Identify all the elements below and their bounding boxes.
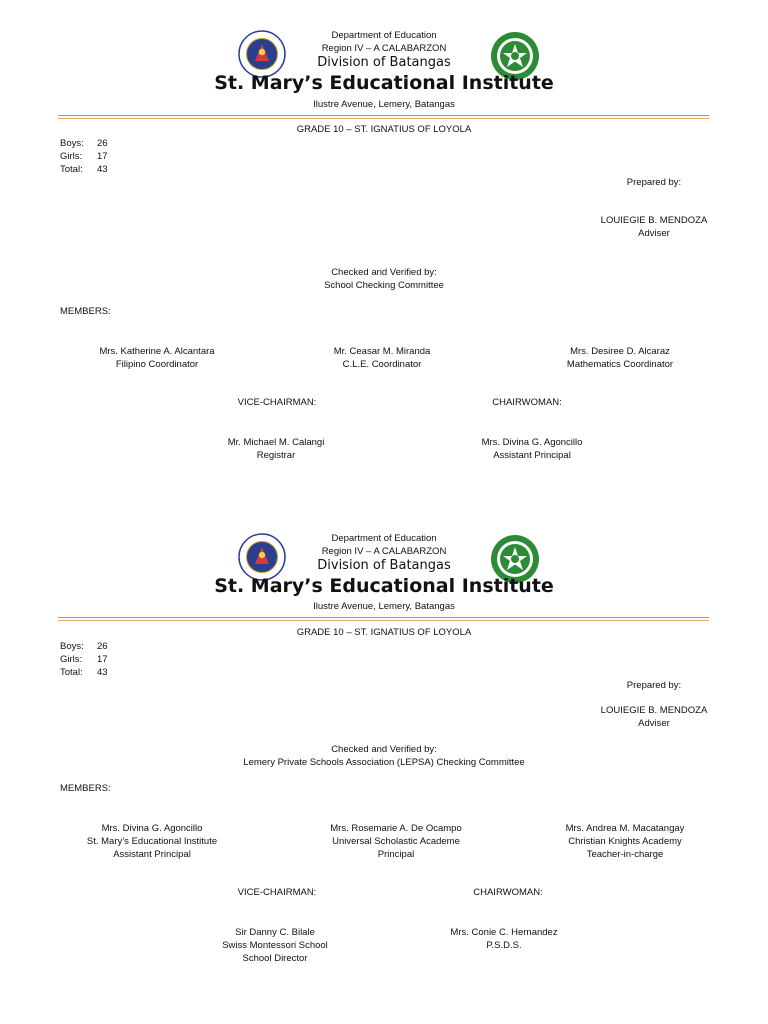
dept-line: Department of Education (331, 533, 437, 544)
vice-chairman-name: Sir Danny C. Bilale (235, 927, 315, 938)
member-signature-block (99, 345, 214, 371)
member-name: Mrs. Andrea M. Macatangay (565, 823, 685, 834)
grade-section-title: GRADE 10 – ST. IGNATIUS OF LOYOLA (296, 124, 472, 135)
member-position: Teacher-in-charge (586, 849, 664, 860)
stat-boys-label: Boys: (60, 641, 84, 652)
region-line: Region IV – A CALABARZON (321, 546, 447, 557)
member-signature-block (566, 822, 685, 861)
grade-section-title: GRADE 10 – ST. IGNATIUS OF LOYOLA (296, 627, 472, 638)
region-line: Region IV – A CALABARZON (321, 43, 447, 54)
header-rule (58, 115, 709, 116)
member-school: St. Mary’s Educational Institute (86, 836, 218, 847)
school-address: Ilustre Avenue, Lemery, Batangas (313, 601, 455, 612)
member-name: Mrs. Divina G. Agoncillo (101, 823, 203, 834)
school-address: Ilustre Avenue, Lemery, Batangas (313, 99, 455, 110)
stat-total-label: Total: (60, 164, 83, 175)
stat-boys-value: 26 (97, 641, 108, 652)
member-name: Mrs. Rosemarie A. De Ocampo (330, 823, 462, 834)
chairwoman-label: CHAIRWOMAN: (473, 887, 543, 898)
vice-chairman-school: Swiss Montessori School (222, 940, 328, 951)
adviser-name: LOUIEGIE B. MENDOZA (600, 215, 708, 226)
school-name: St. Mary’s Educational Institute (214, 72, 554, 94)
chairwoman-signature-block (450, 926, 557, 952)
stat-girls-label: Girls: (60, 654, 83, 665)
member-position: Mathematics Coordinator (566, 359, 674, 370)
committee-name: Lemery Private Schools Association (LEPSA) Checking Committee (243, 757, 525, 768)
stat-total-value: 43 (97, 164, 108, 175)
vice-chairman-position: Registrar (256, 450, 296, 461)
committee-name: School Checking Committee (324, 280, 444, 291)
stat-girls-label: Girls: (60, 151, 83, 162)
member-signature-block (334, 345, 431, 371)
member-position: Principal (377, 849, 415, 860)
header-rule-thin (58, 118, 709, 119)
member-signature-block (567, 345, 673, 371)
members-label: MEMBERS: (60, 783, 111, 794)
stat-total-value: 43 (97, 667, 108, 678)
division-line: Division of Batangas (317, 558, 451, 573)
chairwoman-name: Mrs. Conie C. Hernandez (450, 927, 558, 938)
division-line: Division of Batangas (317, 55, 451, 70)
adviser-signature-block (601, 214, 708, 240)
header-rule-thin (58, 620, 709, 621)
vice-chairman-position: School Director (242, 953, 308, 964)
checked-verified-label: Checked and Verified by: (331, 267, 437, 278)
deped-seal-icon (238, 30, 286, 78)
member-position: C.L.E. Coordinator (342, 359, 422, 370)
prepared-by-label: Prepared by: (626, 177, 682, 188)
deped-seal-icon (238, 533, 286, 581)
member-name: Mr. Ceasar M. Miranda (333, 346, 431, 357)
member-signature-block (87, 822, 217, 861)
adviser-signature-block (601, 704, 708, 730)
chairwoman-position: P.S.D.S. (486, 940, 522, 951)
stat-total-label: Total: (60, 667, 83, 678)
member-name: Mrs. Desiree D. Alcaraz (570, 346, 670, 357)
member-position: Filipino Coordinator (115, 359, 199, 370)
chairwoman-name: Mrs. Divina G. Agoncillo (481, 437, 583, 448)
adviser-name: LOUIEGIE B. MENDOZA (600, 705, 708, 716)
adviser-title: Adviser (638, 228, 670, 239)
school-name: St. Mary’s Educational Institute (214, 575, 554, 597)
prepared-by-label: Prepared by: (626, 680, 682, 691)
member-name: Mrs. Katherine A. Alcantara (99, 346, 215, 357)
member-school: Christian Knights Academy (568, 836, 682, 847)
members-label: MEMBERS: (60, 306, 111, 317)
vice-chairman-label: VICE-CHAIRMAN: (237, 887, 317, 898)
vice-chairman-signature-block (222, 926, 328, 965)
chairwoman-position: Assistant Principal (493, 450, 571, 461)
stat-boys-value: 26 (97, 138, 108, 149)
member-position: Assistant Principal (113, 849, 191, 860)
adviser-title: Adviser (638, 718, 670, 729)
member-signature-block (330, 822, 461, 861)
stat-girls-value: 17 (97, 654, 108, 665)
chairwoman-label: CHAIRWOMAN: (492, 397, 562, 408)
member-school: Universal Scholastic Academe (332, 836, 460, 847)
stat-girls-value: 17 (97, 151, 108, 162)
vice-chairman-signature-block (228, 436, 325, 462)
header-rule (58, 617, 709, 618)
chairwoman-signature-block (482, 436, 583, 462)
vice-chairman-name: Mr. Michael M. Calangi (227, 437, 325, 448)
dept-line: Department of Education (331, 30, 437, 41)
stat-boys-label: Boys: (60, 138, 84, 149)
checked-verified-label: Checked and Verified by: (331, 744, 437, 755)
vice-chairman-label: VICE-CHAIRMAN: (237, 397, 317, 408)
